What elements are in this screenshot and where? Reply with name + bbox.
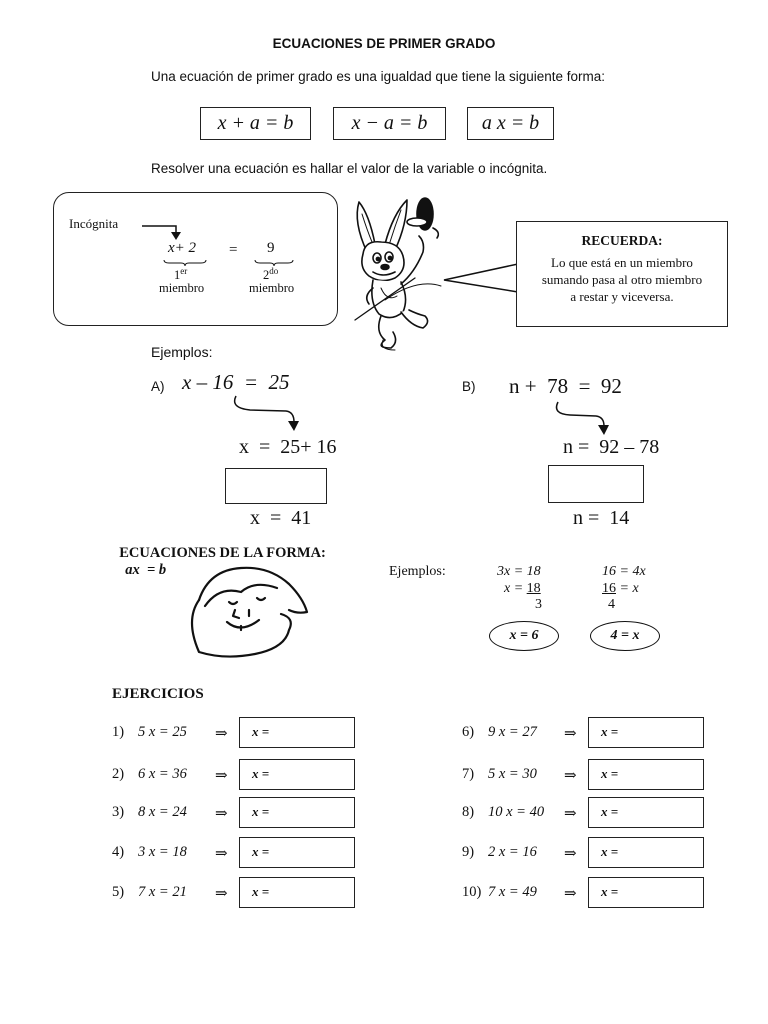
answer-box[interactable] (239, 797, 355, 828)
implies-arrow-icon: ⇒ (564, 886, 577, 902)
example-b-result-text: n = 14 (573, 507, 630, 529)
answer-box[interactable] (588, 837, 704, 868)
form-box-1 (200, 107, 311, 140)
right-expression: 9 (267, 240, 275, 256)
section2-examples-label: Ejemplos: (389, 564, 446, 579)
answer-box[interactable] (239, 877, 355, 908)
remember-title: RECUERDA: (581, 233, 663, 248)
exercise-equation: 7 x = 21 (138, 884, 187, 900)
exercise-number: 6) (462, 724, 475, 740)
answer-box[interactable] (239, 837, 355, 868)
exercise-number: 10) (462, 884, 482, 900)
answer-label: x = (252, 884, 270, 899)
exercise-number: 3) (112, 804, 125, 820)
answer-label: x = (252, 766, 270, 781)
second-member-ord: 2 (263, 268, 270, 283)
s2-ex2-equation: 16 = 4x (602, 564, 646, 579)
implies-arrow-icon: ⇒ (564, 806, 577, 822)
form-2-text: x − a = b (351, 112, 428, 134)
implies-arrow-icon: ⇒ (564, 768, 577, 784)
section2-title-text: ECUACIONES DE LA FORMA: (119, 545, 326, 561)
s2-ex1-den: 3 (535, 597, 542, 612)
exercise-row (462, 836, 722, 868)
implies-arrow-icon: ⇒ (215, 726, 228, 742)
exercise-number: 8) (462, 804, 475, 820)
answer-label: x = (601, 884, 619, 899)
exercise-row (462, 796, 722, 828)
exercise-row (112, 758, 372, 790)
exercise-equation: 10 x = 40 (488, 804, 545, 820)
remember-line-2: sumando pasa al otro miembro (541, 272, 703, 287)
exercise-row (462, 716, 722, 748)
exercises-title: EJERCICIOS (112, 686, 204, 702)
answer-label: x = (601, 804, 619, 819)
answer-box[interactable] (588, 759, 704, 790)
rabbit-illustration (345, 192, 455, 357)
incognita-label: Incógnita (69, 216, 119, 231)
section2-form: ax = b (125, 562, 167, 578)
form-1-text: x + a = b (217, 112, 294, 134)
s2-ex1-result (489, 621, 559, 651)
s2-ex2-den: 4 (608, 597, 615, 612)
remember-box (516, 221, 728, 327)
exercise-number: 7) (462, 766, 475, 782)
exercise-number: 9) (462, 844, 475, 860)
exercise-row (112, 876, 372, 908)
s2-ex2-result-text: 4 = x (610, 628, 640, 643)
exercise-equation: 2 x = 16 (488, 844, 537, 860)
resolve-text: Resolver una ecuación es hallar el valor de la variable o incógnita. (151, 161, 548, 176)
s2-ex1-step-num: 18 (526, 581, 541, 596)
implies-arrow-icon: ⇒ (215, 886, 228, 902)
left-expression: x+ 2 (168, 240, 197, 256)
example-a-result-text: x = 41 (250, 507, 312, 529)
s2-ex2-step-right: = x (616, 581, 639, 596)
s2-ex2-step-num: 16 (602, 581, 616, 596)
answer-label: x = (601, 724, 619, 739)
example-a-label: A) (151, 379, 165, 394)
exercise-equation: 8 x = 24 (138, 804, 187, 820)
exercise-equation: 6 x = 36 (138, 766, 187, 782)
s2-ex2-step (602, 581, 639, 597)
first-member-ord: 1 (174, 268, 181, 283)
remember-line-1: Lo que está en un miembro (551, 255, 693, 270)
exercise-number: 2) (112, 766, 125, 782)
page-title: ECUACIONES DE PRIMER GRADO (272, 36, 496, 51)
smiley-face-drawing (185, 560, 315, 660)
answer-box[interactable] (588, 877, 704, 908)
implies-arrow-icon: ⇒ (564, 846, 577, 862)
exercise-equation: 3 x = 18 (138, 844, 187, 860)
examples-label: Ejemplos: (151, 344, 213, 360)
example-b-label: B) (462, 379, 476, 394)
exercise-row (462, 758, 722, 790)
exercise-number: 4) (112, 844, 125, 860)
example-a-arrow (230, 394, 300, 434)
example-a-result (225, 468, 327, 529)
exercise-equation: 5 x = 30 (488, 766, 537, 782)
exercise-equation: 7 x = 49 (488, 884, 537, 900)
answer-box[interactable] (239, 759, 355, 790)
s2-ex1-result-text: x = 6 (509, 628, 539, 643)
answer-label: x = (601, 766, 619, 781)
example-a-equation: x – 16 = 25 (182, 370, 290, 394)
implies-arrow-icon: ⇒ (564, 726, 577, 742)
implies-arrow-icon: ⇒ (215, 806, 228, 822)
exercise-row (112, 836, 372, 868)
exercise-number: 5) (112, 884, 125, 900)
answer-label: x = (601, 844, 619, 859)
answer-box[interactable] (588, 797, 704, 828)
answer-box[interactable] (239, 717, 355, 748)
intro-text: Una ecuación de primer grado es una igualdad que tiene la siguiente forma: (151, 69, 606, 84)
speech-pointer (440, 262, 520, 298)
exercise-row (112, 796, 372, 828)
answer-label: x = (252, 844, 270, 859)
second-member-word: miembro (249, 281, 295, 295)
first-member-word: miembro (159, 281, 205, 295)
second-member-sup: do (269, 266, 279, 276)
exercise-row (112, 716, 372, 748)
remember-line-3: a restar y viceversa. (570, 289, 674, 304)
implies-arrow-icon: ⇒ (215, 846, 228, 862)
answer-label: x = (252, 804, 270, 819)
incognita-arrow (140, 222, 185, 242)
example-b-result (548, 465, 644, 529)
example-b-step: n = 92 – 78 (563, 436, 660, 458)
s2-ex1-step (504, 581, 541, 597)
first-member-sup: er (180, 266, 188, 276)
answer-box[interactable] (588, 717, 704, 748)
answer-label: x = (252, 724, 270, 739)
exercise-equation: 9 x = 27 (488, 724, 537, 740)
implies-arrow-icon: ⇒ (215, 768, 228, 784)
example-b-equation: n + 78 = 92 (509, 374, 622, 398)
form-box-2 (333, 107, 446, 140)
exercise-row (462, 876, 722, 908)
s2-ex1-equation: 3x = 18 (497, 564, 541, 579)
s2-ex2-result (590, 621, 660, 651)
s2-ex1-step-left: x = (504, 581, 527, 596)
exercise-equation: 5 x = 25 (138, 724, 187, 740)
exercise-number: 1) (112, 724, 125, 740)
example-a-step: x = 25+ 16 (239, 436, 337, 458)
equals-sign: = (229, 242, 238, 258)
form-3-text: a x = b (481, 112, 540, 134)
example-b-arrow (552, 400, 612, 438)
form-box-3 (467, 107, 554, 140)
